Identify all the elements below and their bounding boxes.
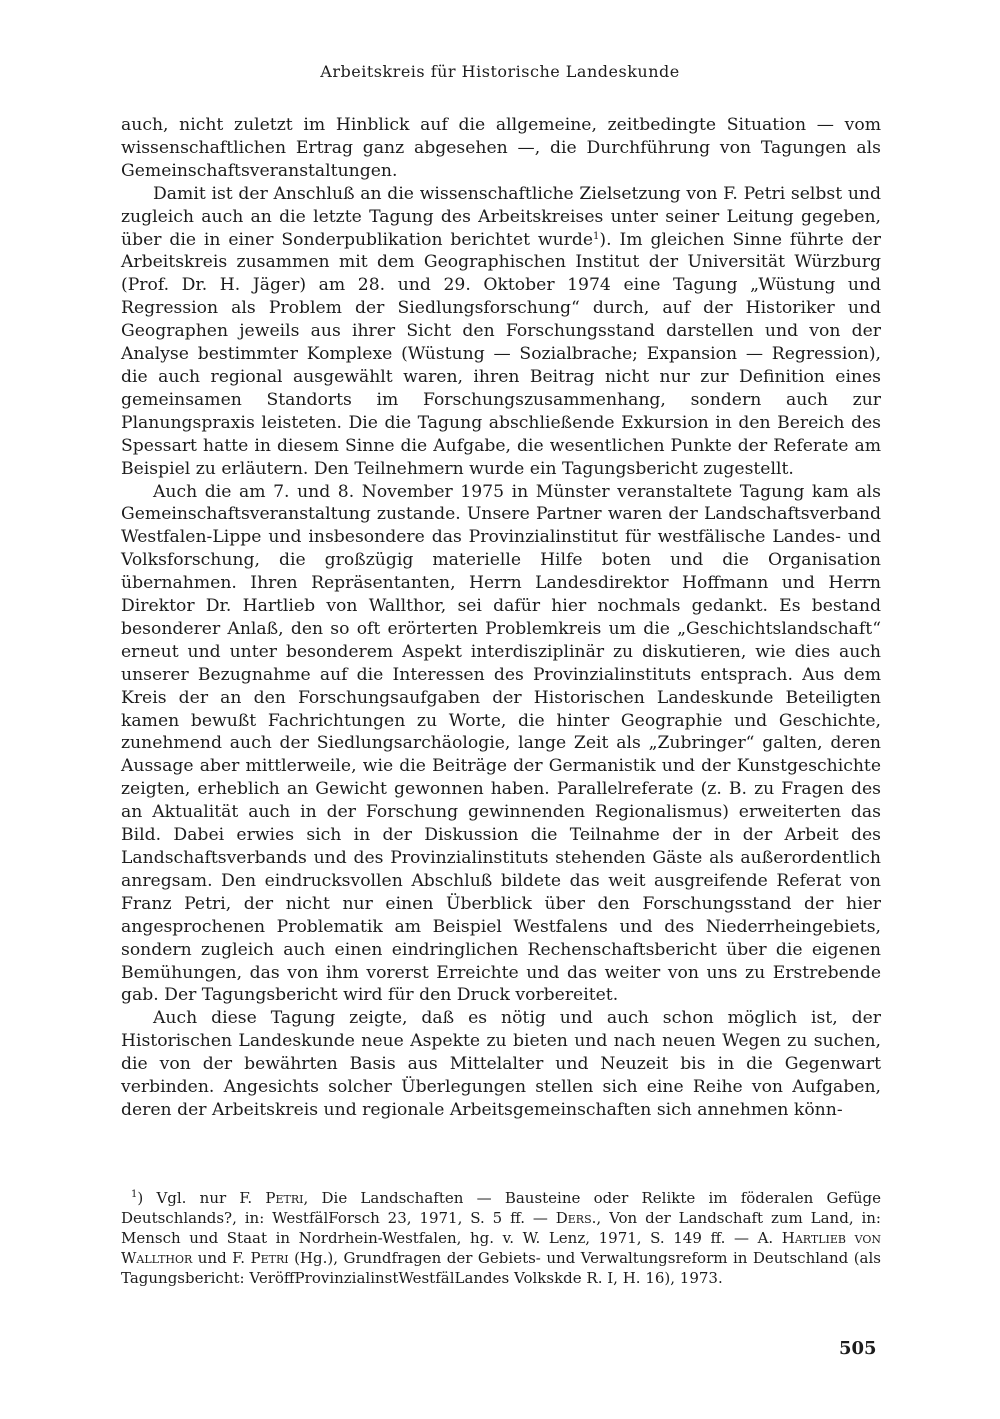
- paragraph-2-text-a: Damit ist der Anschluß an die wissenschaftliche Zielsetzung von F. Petri selbst und zugleich auch an die letzte Tagung des Arbeitskreises unter seiner Leitung gegeben, über die in einer Sonderpublikation berichtet wurde: [121, 183, 881, 250]
- paragraph-4: Auch diese Tagung zeigte, daß es nötig und auch schon möglich ist, der Historischen Landeskunde neue Aspekte zu bieten und nach neuen Wegen zu suchen, die von der bewährten Basis aus Mittelalter und Neuzeit bis in die Gegenwart verbinden. Angesichts solcher Überlegungen stellen sich eine Reihe von Aufgaben, deren der Arbeitskreis und regionale Arbeitsgemeinschaften sich annehmen könn-: [121, 1008, 881, 1120]
- footnote-text-1: ) Vgl. nur F.: [137, 1189, 266, 1207]
- paragraph-3: Auch die am 7. und 8. November 1975 in Münster veranstaltete Tagung kam als Gemeinschaftsveranstaltung zustande. Unsere Partner waren der Landschaftsverband Westfalen-Lippe und insbesondere das Provinzialinstitut für westfälische Landes- und Volksforschung, die großzügig materielle Hilfe boten und die Organisation übernahmen. Ihren Repräsentanten, Herrn Landesdirektor Hoffmann und Herrn Direktor Dr. Hartlieb von Wallthor, sei dafür hier nochmals gedankt. Es bestand besonderer Anlaß, den so oft erörterten Problemkreis um die „Geschichtslandschaft“ erneut und unter besonderem Aspekt interdisziplinär zu diskutieren, wie dies auch unserer Bezugnahme auf die Interessen des Provinzialinstituts entsprach. Aus dem Kreis der an den Forschungsaufgaben der Historischen Landeskunde Beteiligten kamen bewußt Fachrichtungen zu Worte, die hinter Geographie und Geschichte, zunehmend auch der Siedlungsarchäologie, lange Zeit als „Zubringer“ galten, deren Aussage aber mittlerweile, wie die Beiträge der Germanistik und der Kunstgeschichte zeigten, erheblich an Gewicht gewonnen haben. Parallelreferate (z. B. zu Fragen des an Aktualität auch in der Forschung gewinnenden Regionalismus) erweiterten das Bild. Dabei erwies sich in der Diskussion die Teilnahme der in der Arbeit des Landschaftsverbands und des Provinzialinstituts stehenden Gäste als außerordentlich anregsam. Den eindrucksvollen Abschluß bildete das weit ausgreifende Referat von Franz Petri, der nicht nur einen Überblick über den Forschungsstand der hier angesprochenen Problematik am Beispiel Westfalens und des Niederrheingebiets, sondern zugleich auch einen eindringlichen Rechenschaftsbericht über die eigenen Bemühungen, das von ihm vorerst Erreichte und das weiter von uns zu Erstrebende gab. Der Tagungsbericht wird für den Druck vorbereitet.: [121, 481, 881, 1006]
- footnote-marker: 1: [131, 1189, 138, 1200]
- footnote-reference: 1: [593, 230, 600, 242]
- paragraph-1: auch, nicht zuletzt im Hinblick auf die allgemeine, zeitbedingte Situation — vom wissenschaftlichen Ertrag ganz abgesehen —, die Durchführung von Tagungen als Gemeinschaftsveranstaltungen.: [121, 115, 881, 181]
- author-name: Ders.: [555, 1209, 597, 1227]
- paragraph-2-text-b: ). Im gleichen Sinne führte der Arbeitskreis zusammen mit dem Geographischen Institut der Universität Würzburg (Prof. Dr. H. Jäger) am 28. und 29. Oktober 1974 eine Tagung „Wüstung und Regression als Problem der Siedlungsforschung“ durch, auf der Historiker und Geographen jeweils aus ihrer Sicht den Forschungsstand darstellen und von der Analyse bestimmter Komplexe (Wüstung — Sozialbrache; Expansion — Regression), die auch regional ausgewählt waren, ihren Beitrag nicht nur zur Definition eines gemeinsamen Standorts im Forschungszusammenhang, sondern auch zur Planungspraxis leisteten. Die die Tagung abschließende Exkursion in den Bereich des Spessart hatte in diesem Sinne die Aufgabe, die wesentlichen Punkte der Referate am Beispiel zu erläutern. Den Teilnehmern wurde ein Tagungsbericht zugestellt.: [121, 229, 881, 479]
- main-text: [121, 114, 881, 1122]
- footnote-text-2: , Die Landschaften — Bausteine oder Relikte im föderalen Gefüge Deutschlands?, in: WestfälForsch 23, 1971, S. 5 ff. —: [121, 1189, 881, 1227]
- footnotes: [121, 1188, 881, 1288]
- footnote-text-5: (Hg.), Grundfragen der Gebiets- und Verwaltungsreform in Deutschland (als Tagungsbericht: VeröffProvinzialinstWestfälLandes Volkskde R. I, H. 16), 1973.: [121, 1249, 881, 1287]
- author-name: Hartlieb von Wallthor: [121, 1229, 881, 1267]
- page-number: 505: [839, 1338, 877, 1359]
- running-header: Arbeitskreis für Historische Landeskunde: [320, 62, 680, 81]
- footnote-1: [121, 1188, 881, 1288]
- paragraph-2: [121, 183, 881, 481]
- author-name: Petri: [265, 1189, 304, 1207]
- author-name: Petri: [250, 1249, 289, 1267]
- footnote-text-3: , Von der Landschaft zum Land, in: Mensch und Staat in Nordrhein-Westfalen, hg. v. W. Lenz, 1971, S. 149 ff. — A.: [121, 1209, 881, 1247]
- footnote-text-4: und F.: [192, 1249, 251, 1267]
